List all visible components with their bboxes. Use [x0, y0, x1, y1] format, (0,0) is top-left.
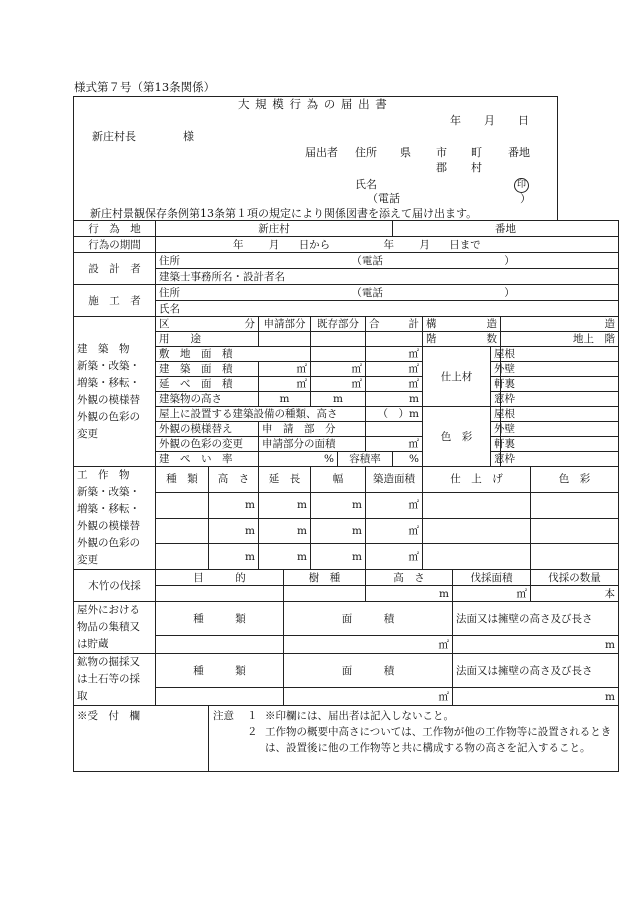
form-title: 大 規 模 行 為 の 届 出 書 [238, 97, 388, 111]
storage-slope-cell[interactable]: m [453, 636, 619, 654]
structure-finish-cell[interactable] [423, 544, 531, 570]
building-moyou-row [74, 422, 619, 437]
building-youseki-label: 容積率 [338, 452, 393, 467]
period-label: 行為の期間 [74, 237, 156, 253]
building-color-eaves-label: 軒裏 [491, 437, 501, 452]
building-shikisai-label: 外観の色彩の変更 [156, 437, 259, 452]
chijou-text: 地上 [573, 333, 594, 345]
designer-phone-close: ） [504, 254, 515, 267]
notes-cell [209, 706, 619, 772]
building-nobe-label: 延 べ 面 積 [156, 377, 259, 392]
building-youseki-field[interactable]: % [393, 452, 423, 467]
form-number: 様式第７号（第13条関係） [74, 80, 216, 94]
note-1-num: １ [247, 710, 258, 722]
building-youto-label: 用 途 [156, 332, 259, 347]
structure-length-cell[interactable]: m [259, 492, 311, 518]
structure-h-width: 幅 [311, 467, 366, 493]
zou-text: 造 [486, 318, 497, 330]
building-shikichi-kison[interactable] [311, 347, 366, 362]
bamboo-count-cell[interactable]: 本 [531, 586, 619, 602]
structure-height-cell[interactable]: m [209, 518, 259, 544]
building-nobe-row [74, 377, 619, 392]
building-color-window-label: 窓枠 [491, 452, 501, 467]
applicant-banchi: 番地 [508, 146, 530, 159]
period-month2: 月 [419, 238, 430, 251]
date-month: 月 [484, 114, 495, 127]
structure-width-cell[interactable]: m [311, 544, 366, 570]
building-youto-row [74, 332, 619, 347]
structure-length-cell[interactable]: m [259, 544, 311, 570]
period-from: 日から [298, 238, 331, 251]
structure-h-color: 色 彩 [531, 467, 619, 493]
addressee-name: 新庄村長 [92, 130, 136, 143]
bamboo-label: 木竹の伐採 [74, 570, 156, 602]
applicant-village: 村 [471, 161, 482, 174]
date-year: 年 [450, 114, 461, 127]
storage-h-slope: 法面又は擁壁の高さ及び長さ [453, 602, 619, 636]
building-kenchiku-kison[interactable]: ㎡ [311, 362, 366, 377]
location-label: 行 為 地 [74, 221, 156, 237]
builder-row-1 [74, 285, 619, 301]
structure-type-cell[interactable] [156, 518, 209, 544]
bamboo-area-cell[interactable]: ㎡ [453, 586, 531, 602]
addressee-honorific: 様 [183, 130, 194, 143]
building-setsubi-label: 屋上に設置する建築設備の種類、高さ [156, 407, 366, 422]
applicant-label: 届出者 [305, 146, 338, 159]
seal-mark [514, 178, 529, 193]
building-kenchiku-label: 建 築 面 積 [156, 362, 259, 377]
building-kenchiku-shinsei[interactable]: ㎡ [259, 362, 311, 377]
building-color-label: 色 彩 [423, 407, 491, 467]
structure-h-finish: 仕 上 げ [423, 467, 531, 493]
structure-width-cell[interactable]: m [311, 492, 366, 518]
storage-label: 屋外における 物品の集積又 は貯蔵 [74, 602, 156, 654]
designer-address-label: 住所 [159, 254, 180, 267]
building-shikisai-row [74, 437, 619, 452]
reception-label: ※受 付 欄 [74, 706, 209, 772]
building-header-row [74, 317, 619, 332]
building-kenpei-field[interactable]: % [259, 452, 338, 467]
building-part-wall: 外壁 [491, 362, 501, 377]
note-2-num: ２ [247, 726, 258, 738]
builder-address-field[interactable] [156, 285, 619, 301]
bamboo-row [74, 586, 619, 602]
building-youto-shinsei[interactable] [259, 332, 311, 347]
note-1 [213, 708, 614, 724]
designer-address-field[interactable] [156, 253, 619, 269]
building-shikisai-menseki: 申請部分の面積 [259, 437, 366, 452]
applicant-address-label: 住所 [355, 146, 377, 159]
building-h-kouzou [423, 317, 501, 332]
structure-type-cell[interactable] [156, 492, 209, 518]
seal-icon: 印 [514, 178, 529, 193]
period-year: 年 [233, 238, 244, 251]
period-year2: 年 [383, 238, 395, 251]
building-moyou-label: 外観の模様替え [156, 422, 259, 437]
building-kenchiku-total[interactable]: ㎡ [366, 362, 423, 377]
mining-header-row [74, 654, 619, 688]
building-kaisuu-label [423, 332, 501, 347]
period-field[interactable] [156, 237, 619, 253]
applicant-city: 市 [436, 146, 447, 159]
note-2 [213, 724, 614, 756]
mining-h-area: 面 積 [284, 654, 453, 688]
building-shiage-label: 仕上材 [423, 347, 491, 407]
kei-text: 計 [408, 318, 419, 330]
bamboo-h-species: 樹 種 [284, 570, 366, 586]
building-shiage-roof[interactable] [501, 347, 619, 362]
structure-width-cell[interactable]: m [311, 518, 366, 544]
structure-height-cell[interactable]: m [209, 492, 259, 518]
mining-type-cell[interactable] [156, 688, 284, 706]
building-part-eaves: 軒裏 [491, 377, 501, 392]
building-label: 建 築 物 新築・改築・ 増築・移転・ 外観の模様替 外観の色彩の 変更 [74, 317, 156, 467]
building-shiage-wall[interactable] [501, 362, 619, 377]
structure-header-row [74, 467, 619, 493]
building-h-shinsei: 申請部分 [259, 317, 311, 332]
building-nobe-shinsei[interactable]: ㎡ [259, 377, 311, 392]
applicant-name-label: 氏名 [355, 178, 377, 191]
storage-header-row [74, 602, 619, 636]
structure-area-cell[interactable]: ㎡ [366, 518, 423, 544]
building-h-kison: 既存部分 [311, 317, 366, 332]
builder-address-label: 住所 [159, 286, 180, 299]
structure-h-area: 築造面積 [366, 467, 423, 493]
gou-text: 合 [369, 318, 380, 330]
suu-text: 数 [486, 333, 497, 345]
structure-color-cell[interactable] [531, 492, 619, 518]
structure-finish-cell[interactable] [423, 492, 531, 518]
storage-h-area: 面 積 [284, 602, 453, 636]
building-h-kubun [156, 317, 259, 332]
structure-row [74, 518, 619, 544]
building-height-row [74, 392, 619, 407]
structure-type-cell[interactable] [156, 544, 209, 570]
building-color-wall-label: 外壁 [491, 422, 501, 437]
building-h-goukei [366, 317, 423, 332]
bamboo-h-count: 伐採の数量 [531, 570, 619, 586]
building-floors-field[interactable] [501, 332, 619, 347]
storage-type-cell[interactable] [156, 636, 284, 654]
kai-text: 階 [426, 333, 437, 345]
form-table [73, 220, 619, 772]
period-month: 月 [268, 238, 280, 251]
building-height-label: 建築物の高さ [156, 392, 259, 407]
building-height-kison[interactable]: m [311, 392, 366, 407]
location-banchi[interactable]: 番地 [393, 221, 619, 237]
designer-row-1 [74, 253, 619, 269]
applicant-phone-label: （電話 [367, 192, 400, 205]
building-part-roof: 屋根 [491, 347, 501, 362]
building-color-wall[interactable] [501, 422, 619, 437]
note-2-text: 工作物の概要中高さについては、工作物が他の工作物等に設置されるときは、設置後に他の工作物等と共に構成する物の高さを記入すること。 [265, 726, 612, 754]
structure-height-cell[interactable]: m [209, 544, 259, 570]
structure-finish-cell[interactable] [423, 518, 531, 544]
mining-area-cell[interactable]: ㎡ [284, 688, 453, 706]
structure-row [74, 544, 619, 570]
building-setsubi-row [74, 407, 619, 422]
reception-row [74, 706, 619, 772]
bamboo-h-purpose: 目 的 [156, 570, 284, 586]
mining-row [74, 688, 619, 706]
builder-label: 施 工 者 [74, 285, 156, 317]
kouzou-text: 構 [426, 318, 437, 330]
building-nobe-kison[interactable]: ㎡ [311, 377, 366, 392]
bamboo-h-height: 高 さ [366, 570, 453, 586]
building-color-roof-label: 屋根 [491, 407, 501, 422]
building-moyou-field[interactable] [366, 422, 423, 437]
note-1-text: ※印欄には、届出者は記入しないこと。 [265, 710, 454, 722]
building-color-window[interactable] [501, 452, 619, 467]
mining-slope-cell[interactable]: m [453, 688, 619, 706]
structure-h-type: 種 類 [156, 467, 209, 493]
structure-h-height: 高 さ [209, 467, 259, 493]
structure-color-cell[interactable] [531, 544, 619, 570]
building-color-roof[interactable] [501, 407, 619, 422]
date-day: 日 [518, 114, 529, 127]
location-village[interactable]: 新庄村 [156, 221, 393, 237]
bun-text: 分 [244, 318, 255, 330]
location-row [74, 221, 619, 237]
statement: 新庄村景観保存条例第13条第１項の規定により関係図書を添えて届け出ます。 [90, 207, 478, 220]
structure-label: 工 作 物 新築・改築・ 増築・移転・ 外観の模様替 外観の色彩の 変更 [74, 467, 156, 570]
mining-h-type: 種 類 [156, 654, 284, 688]
designer-row-2 [74, 269, 619, 285]
designer-label: 設 計 者 [74, 253, 156, 285]
building-youto-kison[interactable] [311, 332, 366, 347]
mining-h-slope: 法面又は擁壁の高さ及び長さ [453, 654, 619, 688]
building-setsubi-field[interactable]: （ ）m [366, 407, 423, 422]
structure-h-length: 延 長 [259, 467, 311, 493]
period-row [74, 237, 619, 253]
building-youto-goukei[interactable] [366, 332, 423, 347]
bamboo-species-cell[interactable] [284, 586, 366, 602]
bamboo-purpose-cell[interactable] [156, 586, 284, 602]
designer-phone-label: （電話 [351, 254, 383, 267]
structure-area-cell[interactable]: ㎡ [366, 544, 423, 570]
structure-color-cell[interactable] [531, 518, 619, 544]
building-shikisai-field[interactable]: ㎡ [366, 437, 423, 452]
structure-area-cell[interactable]: ㎡ [366, 492, 423, 518]
building-part-window: 窓枠 [491, 392, 501, 407]
builder-phone-close: ） [504, 286, 515, 299]
building-shikichi-total[interactable]: ㎡ [366, 347, 423, 362]
building-kenpei-label: 建 ぺ い 率 [156, 452, 259, 467]
kubun-text: 区 [159, 318, 170, 330]
building-color-eaves[interactable] [501, 437, 619, 452]
structure-length-cell[interactable]: m [259, 518, 311, 544]
building-height-total[interactable]: m [366, 392, 423, 407]
kai2-text: 階 [604, 333, 615, 345]
period-to: 日まで [449, 238, 481, 251]
bamboo-header-row [74, 570, 619, 586]
bamboo-height-cell[interactable]: m [366, 586, 453, 602]
applicant-prefecture: 県 [400, 146, 411, 159]
building-nobe-total[interactable]: ㎡ [366, 377, 423, 392]
storage-row [74, 636, 619, 654]
builder-phone-label: （電話 [351, 286, 383, 299]
applicant-phone-close: ） [520, 192, 531, 205]
building-shikichi-label: 敷 地 面 積 [156, 347, 311, 362]
structure-row [74, 492, 619, 518]
notes-title: 注意 [213, 710, 234, 722]
building-moyou-shinsei: 申 請 部 分 [259, 422, 366, 437]
applicant-town: 町 [471, 146, 482, 159]
designer-office-field[interactable]: 建築士事務所名・設計者名 [156, 269, 619, 285]
storage-h-type: 種 類 [156, 602, 284, 636]
building-kenpei-row [74, 452, 619, 467]
building-kenchiku-row [74, 362, 619, 377]
building-shikichi-row [74, 347, 619, 362]
building-structure-field[interactable]: 造 [501, 317, 619, 332]
mining-label: 鉱物の掘採又 は土石等の採 取 [74, 654, 156, 706]
building-shiage-window[interactable] [501, 392, 619, 407]
storage-area-cell[interactable]: ㎡ [284, 636, 453, 654]
building-height-shinsei[interactable]: m [259, 392, 311, 407]
bamboo-h-area: 伐採面積 [453, 570, 531, 586]
applicant-gun: 郡 [436, 161, 447, 174]
building-shiage-eaves[interactable] [501, 377, 619, 392]
builder-name-field[interactable]: 氏名 [156, 301, 619, 317]
builder-row-2 [74, 301, 619, 317]
